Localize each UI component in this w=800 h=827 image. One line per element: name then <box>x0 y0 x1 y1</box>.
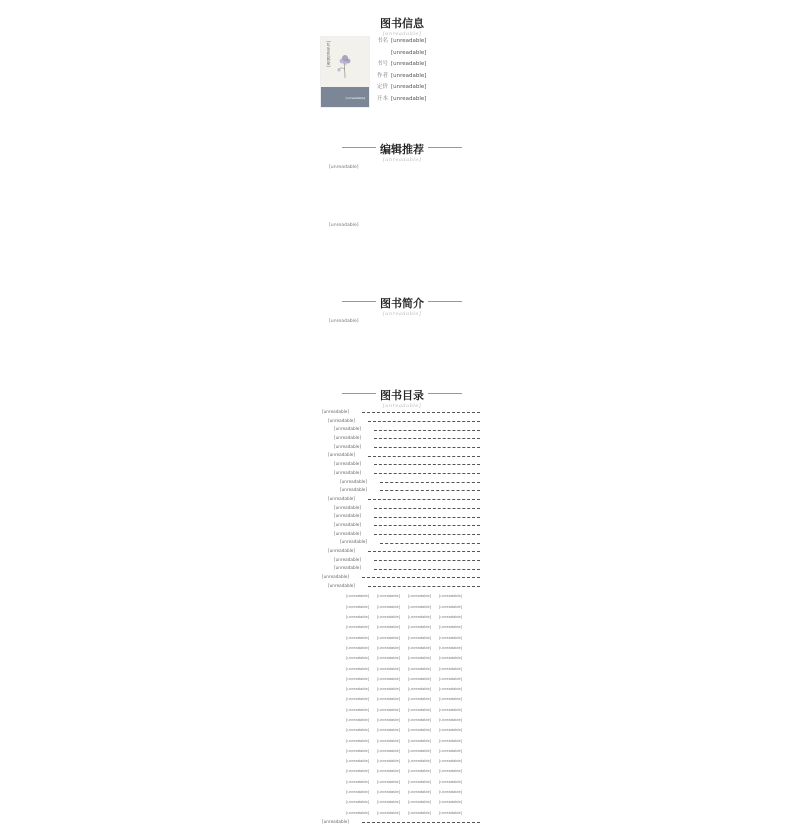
toc-grid-item[interactable]: [unreadable] <box>346 697 370 702</box>
toc-entry-label: [unreadable] <box>328 495 355 501</box>
toc-grid-item[interactable]: [unreadable] <box>408 645 432 650</box>
meta-row <box>377 59 484 71</box>
toc-grid-item[interactable]: [unreadable] <box>408 707 432 712</box>
toc-entry[interactable] <box>320 512 484 521</box>
toc-grid-item[interactable]: [unreadable] <box>408 615 432 620</box>
toc-leader-dashes <box>368 421 480 422</box>
toc-grid-item[interactable]: [unreadable] <box>377 800 401 805</box>
meta-key <box>377 48 391 60</box>
toc-leader-dashes <box>368 586 480 587</box>
toc-entry-label: [unreadable] <box>340 539 367 545</box>
toc-grid-item[interactable]: [unreadable] <box>377 645 401 650</box>
meta-row <box>377 82 484 94</box>
toc-grid-item[interactable]: [unreadable] <box>408 625 432 630</box>
toc-grid-item[interactable]: [unreadable] <box>346 625 370 630</box>
toc-grid-item[interactable]: [unreadable] <box>439 666 463 671</box>
meta-key: 定价 <box>377 84 389 90</box>
toc-grid-item[interactable]: [unreadable] <box>377 697 401 702</box>
table-of-contents <box>320 408 484 827</box>
toc-entry-label: [unreadable] <box>328 582 355 588</box>
book-intro-body <box>320 318 484 376</box>
toc-grid-item[interactable]: [unreadable] <box>439 697 463 702</box>
heading-rule-left <box>342 147 378 148</box>
toc-grid-item[interactable]: [unreadable] <box>408 800 432 805</box>
meta-row <box>377 36 484 48</box>
toc-entry[interactable] <box>320 495 484 504</box>
toc-entry[interactable] <box>320 469 484 478</box>
toc-grid-item[interactable]: [unreadable] <box>408 748 432 753</box>
toc-entry[interactable] <box>320 408 484 417</box>
toc-grid-item[interactable]: [unreadable] <box>408 769 432 774</box>
toc-grid-item[interactable]: [unreadable] <box>377 779 401 784</box>
toc-leader-dashes <box>368 456 480 457</box>
toc-entry[interactable] <box>320 460 484 469</box>
toc-entry-label: [unreadable] <box>334 426 361 432</box>
heading-rule-right <box>426 301 462 302</box>
book-intro-subtitle: [unreadable] <box>382 311 422 317</box>
toc-entry[interactable] <box>320 564 484 573</box>
cover-vertical-title: [unreadable] <box>326 41 331 67</box>
book-intro-heading <box>320 292 484 317</box>
toc-grid-item[interactable]: [unreadable] <box>439 656 463 661</box>
toc-grid-item[interactable]: [unreadable] <box>346 718 370 722</box>
toc-leader-dashes <box>362 822 480 823</box>
editor-recommend-body <box>320 164 484 280</box>
toc-grid-item[interactable]: [unreadable] <box>377 687 401 692</box>
editor-recommend-heading <box>320 138 484 163</box>
toc-entry-label: [unreadable] <box>322 818 349 824</box>
toc-grid-item[interactable]: [unreadable] <box>439 615 463 620</box>
meta-value: [unreadable] <box>391 72 427 79</box>
toc-grid-item[interactable]: [unreadable] <box>377 656 401 661</box>
toc-grid-item[interactable]: [unreadable] <box>346 666 370 671</box>
toc-entry[interactable] <box>320 818 484 827</box>
toc-grid-item[interactable]: [unreadable] <box>408 697 432 702</box>
toc-entry-label: [unreadable] <box>334 443 361 449</box>
toc-entry-label: [unreadable] <box>334 461 361 467</box>
toc-grid-item[interactable]: [unreadable] <box>346 604 370 609</box>
toc-leader-dashes <box>380 482 480 483</box>
toc-grid-item[interactable]: [unreadable] <box>439 769 463 774</box>
recommend-paragraph: [unreadable] <box>329 223 359 228</box>
toc-grid-item[interactable]: [unreadable] <box>377 635 401 640</box>
toc-grid-item[interactable]: [unreadable] <box>439 676 463 681</box>
meta-row <box>377 94 484 106</box>
toc-grid-item[interactable]: [unreadable] <box>408 810 432 815</box>
meta-row <box>377 48 484 60</box>
book-info-subtitle: [unreadable] <box>382 31 422 37</box>
editor-recommend-subtitle: [unreadable] <box>382 157 422 163</box>
toc-leader-dashes <box>380 490 480 491</box>
meta-key: 书名 <box>377 38 389 44</box>
toc-leader-dashes <box>368 499 480 500</box>
heading-rule-right <box>426 393 462 394</box>
toc-grid-item[interactable]: [unreadable] <box>377 676 401 681</box>
toc-entry-label: [unreadable] <box>328 417 355 423</box>
toc-grid-item[interactable]: [unreadable] <box>346 615 370 620</box>
toc-heading <box>320 384 484 409</box>
toc-grid-item[interactable]: [unreadable] <box>408 666 432 671</box>
toc-grid-item[interactable]: [unreadable] <box>346 728 370 733</box>
toc-title: 图书目录 <box>376 389 428 403</box>
toc-entry-label: [unreadable] <box>334 469 361 475</box>
toc-entry[interactable] <box>320 434 484 443</box>
toc-grid-item[interactable]: [unreadable] <box>439 738 463 743</box>
meta-value: [unreadable] <box>391 38 427 44</box>
toc-leader-dashes <box>374 473 480 474</box>
book-cover-image <box>320 36 370 108</box>
toc-entry[interactable] <box>320 573 484 582</box>
toc-entry[interactable] <box>320 486 484 495</box>
toc-grid-item[interactable]: [unreadable] <box>439 687 463 692</box>
toc-grid-item[interactable]: [unreadable] <box>346 687 370 692</box>
toc-grid-item[interactable]: [unreadable] <box>408 656 432 661</box>
toc-entry[interactable] <box>320 547 484 556</box>
toc-entry[interactable] <box>320 417 484 426</box>
toc-grid-item[interactable]: [unreadable] <box>377 790 401 795</box>
heading-rule-left <box>342 393 378 394</box>
toc-entry-label: [unreadable] <box>328 548 355 553</box>
book-info-heading <box>320 12 484 37</box>
toc-grid-item[interactable]: [unreadable] <box>346 635 370 640</box>
toc-grid-item[interactable]: [unreadable] <box>439 718 463 722</box>
toc-leader-dashes <box>374 517 480 518</box>
toc-entry[interactable] <box>320 443 484 452</box>
toc-subtitle: [unreadable] <box>382 403 422 409</box>
toc-grid-item[interactable]: [unreadable] <box>346 738 370 743</box>
toc-grid-item[interactable]: [unreadable] <box>346 810 370 815</box>
toc-grid-item[interactable]: [unreadable] <box>439 759 463 764</box>
toc-grid-item[interactable]: [unreadable] <box>346 656 370 661</box>
toc-leader-dashes <box>362 577 480 578</box>
toc-entry[interactable] <box>320 582 484 591</box>
toc-entry[interactable] <box>320 556 484 565</box>
toc-grid-item[interactable]: [unreadable] <box>408 728 432 733</box>
toc-entry[interactable] <box>320 504 484 513</box>
toc-item-grid <box>346 591 484 818</box>
toc-grid-item[interactable]: [unreadable] <box>439 800 463 805</box>
toc-grid-item[interactable]: [unreadable] <box>439 635 463 640</box>
toc-grid-item[interactable]: [unreadable] <box>346 790 370 795</box>
toc-grid-item[interactable]: [unreadable] <box>408 594 432 599</box>
toc-entry-label: [unreadable] <box>340 487 367 493</box>
toc-last-line <box>320 818 484 827</box>
toc-entry[interactable] <box>320 538 484 547</box>
toc-entry-label: [unreadable] <box>328 452 355 458</box>
toc-grid-item[interactable]: [unreadable] <box>346 707 370 712</box>
toc-grid-item[interactable]: [unreadable] <box>377 625 401 630</box>
toc-entry[interactable] <box>320 425 484 434</box>
toc-entry-label: [unreadable] <box>334 556 361 562</box>
toc-grid-item[interactable]: [unreadable] <box>346 594 370 599</box>
toc-grid-item[interactable]: [unreadable] <box>377 810 401 815</box>
toc-grid-item[interactable]: [unreadable] <box>439 728 463 733</box>
toc-entry-label: [unreadable] <box>334 530 361 536</box>
toc-leader-dashes <box>374 560 480 561</box>
toc-entry-label: [unreadable] <box>334 513 361 519</box>
toc-grid-item[interactable]: [unreadable] <box>346 800 370 805</box>
toc-entry-label: [unreadable] <box>334 435 361 441</box>
toc-leader-dashes <box>380 543 480 544</box>
heading-rule-left <box>342 301 378 302</box>
toc-grid-item[interactable]: [unreadable] <box>439 748 463 753</box>
toc-grid-item[interactable]: [unreadable] <box>377 666 401 671</box>
meta-row <box>377 71 484 83</box>
cover-flower-illustration <box>333 51 357 79</box>
toc-entry-label: [unreadable] <box>322 409 349 414</box>
toc-grid-item[interactable]: [unreadable] <box>408 738 432 743</box>
meta-key: 书号 <box>377 61 389 67</box>
editor-recommend-title: 编辑推荐 <box>376 143 428 157</box>
toc-grid-item[interactable]: [unreadable] <box>439 645 463 650</box>
toc-grid-item[interactable]: [unreadable] <box>408 779 432 784</box>
toc-grid-item[interactable]: [unreadable] <box>377 615 401 620</box>
toc-leader-dashes <box>374 464 480 465</box>
intro-paragraph: [unreadable] <box>329 319 359 324</box>
meta-value: [unreadable] <box>391 84 427 90</box>
detail-page-column <box>320 8 484 827</box>
toc-leader-dashes <box>374 447 480 448</box>
toc-leader-dashes <box>374 569 480 570</box>
toc-grid-item[interactable]: [unreadable] <box>346 779 370 784</box>
toc-grid-item[interactable]: [unreadable] <box>377 707 401 712</box>
toc-grid-item[interactable]: [unreadable] <box>377 718 401 722</box>
toc-grid-item[interactable]: [unreadable] <box>439 707 463 712</box>
toc-grid-item[interactable]: [unreadable] <box>408 635 432 640</box>
heading-rule-right <box>426 147 462 148</box>
toc-grid-item[interactable]: [unreadable] <box>377 594 401 599</box>
toc-grid-item[interactable]: [unreadable] <box>439 779 463 784</box>
toc-entry[interactable] <box>320 451 484 460</box>
toc-entry[interactable] <box>320 478 484 487</box>
toc-grid-item[interactable]: [unreadable] <box>439 625 463 630</box>
toc-entry-label: [unreadable] <box>334 521 361 527</box>
toc-leader-dashes <box>374 438 480 439</box>
toc-leader-dashes <box>374 508 480 509</box>
recommend-paragraph: [unreadable] <box>329 165 359 170</box>
toc-grid-item[interactable]: [unreadable] <box>408 604 432 609</box>
toc-grid-item[interactable]: [unreadable] <box>439 594 463 599</box>
toc-leader-dashes <box>368 551 480 552</box>
toc-grid-item[interactable]: [unreadable] <box>346 676 370 681</box>
toc-lines <box>320 408 484 590</box>
toc-leader-dashes <box>374 534 480 535</box>
toc-leader-dashes <box>362 412 480 413</box>
meta-key: 开本 <box>377 95 389 102</box>
toc-entry[interactable] <box>320 530 484 539</box>
toc-grid-item[interactable]: [unreadable] <box>408 676 432 681</box>
toc-grid-item[interactable]: [unreadable] <box>408 790 432 795</box>
meta-value: [unreadable] <box>391 49 427 56</box>
toc-entry-label: [unreadable] <box>340 478 367 484</box>
toc-grid-item[interactable]: [unreadable] <box>346 769 370 774</box>
book-info-title: 图书信息 <box>376 17 428 31</box>
toc-grid-item[interactable]: [unreadable] <box>439 790 463 795</box>
toc-grid-item[interactable]: [unreadable] <box>346 748 370 753</box>
toc-leader-dashes <box>374 525 480 526</box>
meta-value: [unreadable] <box>391 95 427 102</box>
toc-grid-item[interactable]: [unreadable] <box>439 604 463 609</box>
toc-entry-label: [unreadable] <box>322 574 349 580</box>
book-info-block <box>320 36 484 110</box>
book-intro-title: 图书简介 <box>376 297 428 311</box>
toc-grid-item[interactable]: [unreadable] <box>408 718 432 722</box>
toc-grid-item[interactable]: [unreadable] <box>377 769 401 774</box>
toc-grid-item[interactable]: [unreadable] <box>408 687 432 692</box>
toc-entry[interactable] <box>320 521 484 530</box>
toc-grid-item[interactable]: [unreadable] <box>377 604 401 609</box>
toc-leader-dashes <box>374 430 480 431</box>
meta-value: [unreadable] <box>391 61 427 67</box>
toc-grid-item[interactable]: [unreadable] <box>408 759 432 764</box>
toc-grid-item[interactable]: [unreadable] <box>346 759 370 764</box>
toc-grid-item[interactable]: [unreadable] <box>439 810 463 815</box>
toc-grid-item[interactable]: [unreadable] <box>377 738 401 743</box>
toc-grid-item[interactable]: [unreadable] <box>346 645 370 650</box>
toc-grid-item[interactable]: [unreadable] <box>377 748 401 753</box>
toc-grid-item[interactable]: [unreadable] <box>377 759 401 764</box>
cover-color-band <box>321 87 369 107</box>
meta-key: 作者 <box>377 72 389 79</box>
toc-entry-label: [unreadable] <box>334 504 361 510</box>
cover-publisher-mark: [unreadable] <box>345 96 365 100</box>
toc-grid-item[interactable]: [unreadable] <box>377 728 401 733</box>
book-meta-list <box>377 36 484 110</box>
toc-entry-label: [unreadable] <box>334 565 361 571</box>
